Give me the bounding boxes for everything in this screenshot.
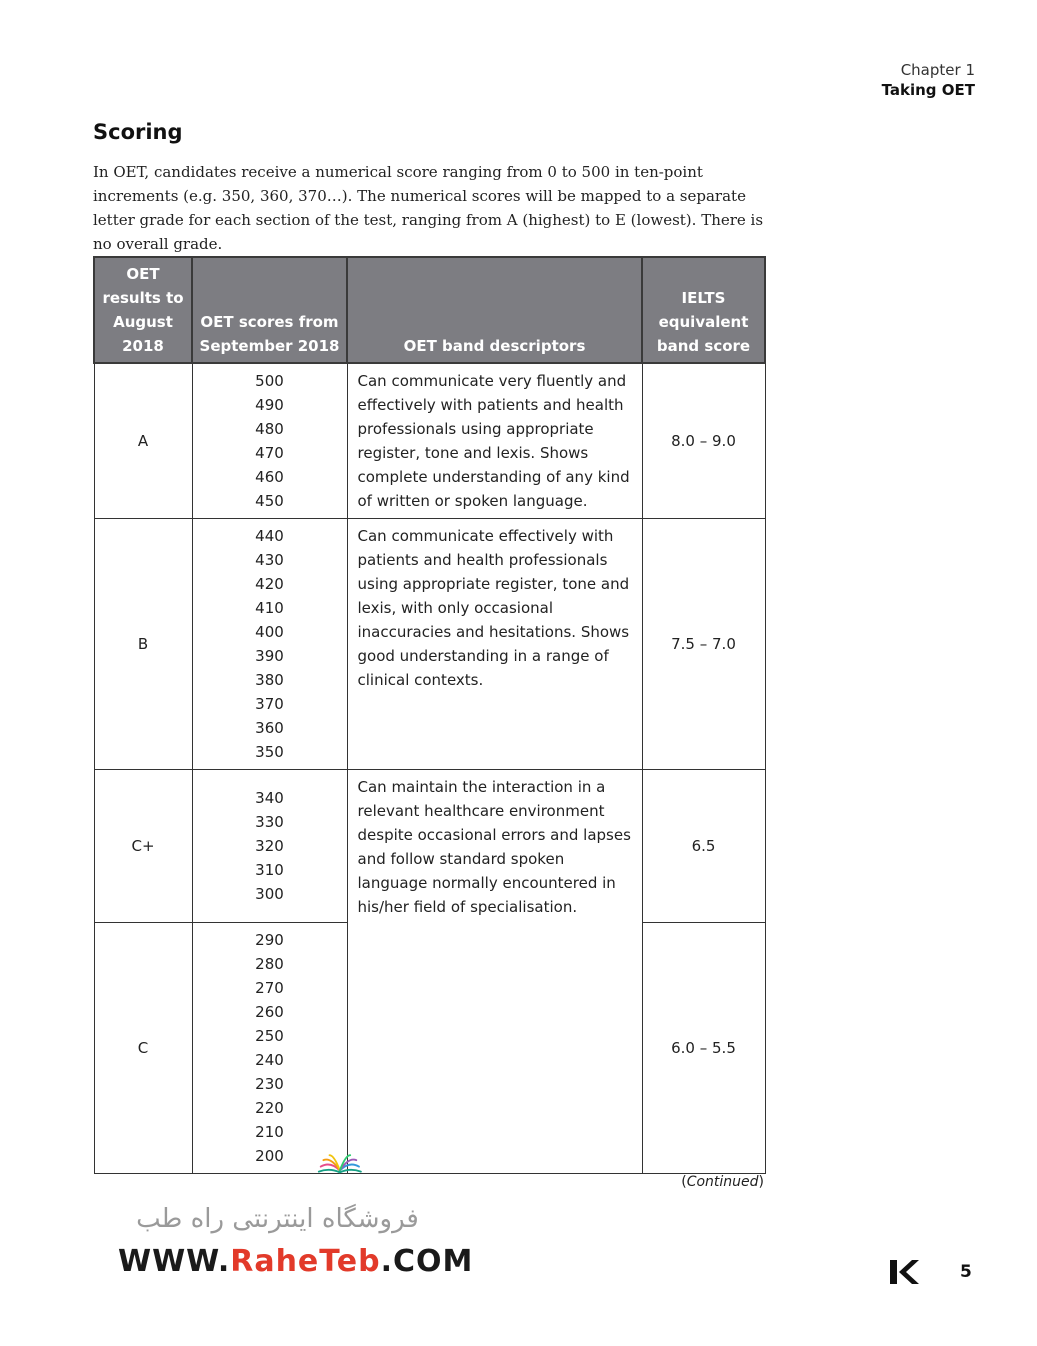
score-value: 450 — [255, 492, 284, 510]
score-value: 310 — [255, 861, 284, 879]
descriptor-cell: Can communicate effectively with patients and health professionals using appropriate register, tone and lexis, with only occasional inaccuracies and hesitations. Shows good understanding in a range of clinical contexts. — [347, 519, 642, 770]
page-number: 5 — [960, 1262, 972, 1282]
score-value: 300 — [255, 885, 284, 903]
score-value: 420 — [255, 575, 284, 593]
score-value: 370 — [255, 695, 284, 713]
score-value: 230 — [255, 1075, 284, 1093]
header-oet-results: OET results to August 2018 — [94, 257, 192, 363]
grade-cell: C+ — [94, 770, 192, 923]
intro-paragraph: In OET, candidates receive a numerical score ranging from 0 to 500 in ten-point increments (e.g. 350, 360, 370…). The numerical scores will be mapped to a separate letter grade for each section of the test, ranging from A (highest) to E (lowest). There is no overall grade. — [93, 163, 764, 253]
watermark-url-suffix: .COM — [380, 1244, 474, 1279]
score-value: 270 — [255, 979, 284, 997]
chapter-label: Chapter 1 — [900, 61, 975, 79]
ielts-cell: 7.5 – 7.0 — [642, 519, 765, 770]
score-value: 280 — [255, 955, 284, 973]
score-value: 400 — [255, 623, 284, 641]
running-head — [882, 60, 975, 100]
score-value: 260 — [255, 1003, 284, 1021]
descriptor-cell: Can communicate very fluently and effectively with patients and health professionals using appropriate register, tone and lexis. Shows complete understanding of any kind of written or spoken language. — [347, 363, 642, 519]
watermark-url-prefix: WWW. — [118, 1244, 231, 1279]
descriptor-cell: Can maintain the interaction in a relevant healthcare environment despite occasional errors and lapses and follow standard spoken language normally encountered in his/her field of specialisation. — [347, 770, 642, 1174]
score-value: 250 — [255, 1027, 284, 1045]
score-value: 470 — [255, 444, 284, 462]
ielts-cell: 6.0 – 5.5 — [642, 923, 765, 1174]
score-value: 220 — [255, 1099, 284, 1117]
score-value: 240 — [255, 1051, 284, 1069]
chapter-title: Taking OET — [881, 81, 975, 99]
table-row — [94, 770, 765, 923]
score-value: 210 — [255, 1123, 284, 1141]
continued-note: (Continued) — [681, 1174, 764, 1190]
score-value: 290 — [255, 931, 284, 949]
score-value: 490 — [255, 396, 284, 414]
scores-cell — [192, 519, 347, 770]
score-value: 460 — [255, 468, 284, 486]
section-title: Scoring — [93, 120, 183, 144]
score-value: 390 — [255, 647, 284, 665]
header-ielts-equivalent: IELTS equivalent band score — [642, 257, 765, 363]
grade-cell: A — [94, 363, 192, 519]
table-row — [94, 519, 765, 770]
open-book-icon — [315, 1150, 445, 1210]
score-value: 320 — [255, 837, 284, 855]
score-value: 440 — [255, 527, 284, 545]
grade-cell: C — [94, 923, 192, 1174]
scoring-table — [93, 256, 766, 1174]
ielts-cell: 8.0 – 9.0 — [642, 363, 765, 519]
header-oet-scores: OET scores from September 2018 — [192, 257, 347, 363]
score-value: 350 — [255, 743, 284, 761]
scores-cell — [192, 770, 347, 923]
score-value: 340 — [255, 789, 284, 807]
score-value: 480 — [255, 420, 284, 438]
watermark-url-brand: RaheTeb — [230, 1244, 381, 1279]
continued-label: Continued — [686, 1174, 759, 1190]
score-value: 380 — [255, 671, 284, 689]
score-value: 360 — [255, 719, 284, 737]
table-row — [94, 363, 765, 519]
score-value: 500 — [255, 372, 284, 390]
score-value: 430 — [255, 551, 284, 569]
watermark-persian-text: فروشگاه اینترنتی راه طب — [136, 1204, 419, 1234]
scores-cell — [192, 923, 347, 1174]
score-value: 330 — [255, 813, 284, 831]
watermark-url — [118, 1244, 473, 1279]
header-band-descriptors: OET band descriptors — [347, 257, 642, 363]
table-header-row — [94, 257, 765, 363]
grade-cell: B — [94, 519, 192, 770]
score-value: 410 — [255, 599, 284, 617]
ielts-cell: 6.5 — [642, 770, 765, 923]
score-value: 200 — [255, 1147, 284, 1165]
scores-cell — [192, 363, 347, 519]
k-logo-icon — [888, 1258, 920, 1286]
